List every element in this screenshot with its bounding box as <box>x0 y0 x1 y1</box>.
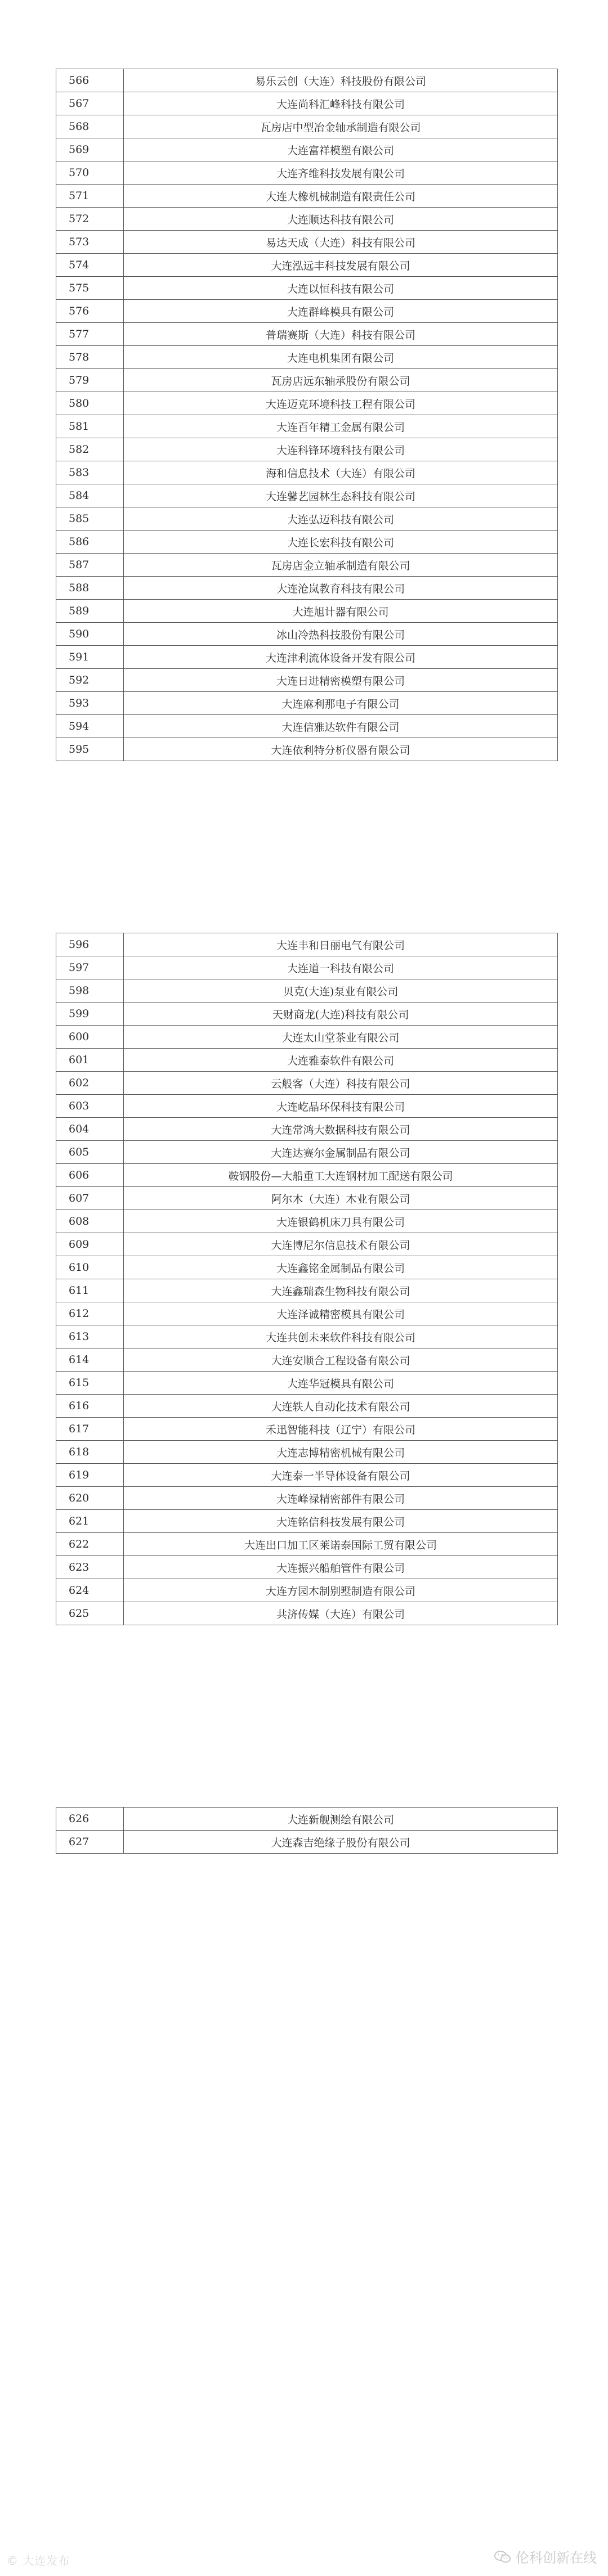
table-row <box>56 1441 558 1464</box>
table-row <box>56 554 558 577</box>
row-number: 602 <box>56 1072 124 1095</box>
row-number: 570 <box>56 161 124 185</box>
row-number: 625 <box>56 1602 124 1625</box>
table-row <box>56 1026 558 1049</box>
table-row <box>56 323 558 346</box>
company-name: 大连振兴船舶管件有限公司 <box>124 1556 558 1579</box>
row-number: 591 <box>56 646 124 669</box>
company-name: 大连森吉绝缘子股份有限公司 <box>124 1831 558 1854</box>
row-number: 619 <box>56 1464 124 1487</box>
row-number: 618 <box>56 1441 124 1464</box>
table-row <box>56 69 558 92</box>
row-number: 587 <box>56 554 124 577</box>
row-number: 617 <box>56 1418 124 1441</box>
company-name: 大连齐维科技发展有限公司 <box>124 161 558 185</box>
account-name: 伦科创新在线 <box>516 2550 597 2566</box>
row-number: 609 <box>56 1233 124 1256</box>
account-watermark <box>494 2547 597 2566</box>
company-name: 冰山冷热科技股份有限公司 <box>124 623 558 646</box>
table-row <box>56 1210 558 1233</box>
row-number: 614 <box>56 1348 124 1372</box>
table-row <box>56 161 558 185</box>
table-row <box>56 415 558 438</box>
table-row <box>56 1095 558 1118</box>
table-row <box>56 577 558 600</box>
row-number: 620 <box>56 1487 124 1510</box>
table-row <box>56 1510 558 1533</box>
company-name: 天财商龙(大连)科技有限公司 <box>124 1002 558 1026</box>
row-number: 581 <box>56 415 124 438</box>
company-name: 禾迅智能科技（辽宁）有限公司 <box>124 1418 558 1441</box>
company-name: 大连馨艺园林生态科技有限公司 <box>124 484 558 507</box>
company-name: 大连电机集团有限公司 <box>124 346 558 369</box>
table-row <box>56 1831 558 1854</box>
company-name: 大连雅泰软件有限公司 <box>124 1049 558 1072</box>
company-name: 贝克(大连)泵业有限公司 <box>124 979 558 1002</box>
company-name: 瓦房店远东轴承股份有限公司 <box>124 369 558 392</box>
company-name: 大连依利特分析仪器有限公司 <box>124 738 558 761</box>
company-name: 大连屹晶环保科技有限公司 <box>124 1095 558 1118</box>
table-row <box>56 1348 558 1372</box>
company-name: 大连津利流体设备开发有限公司 <box>124 646 558 669</box>
table-row <box>56 646 558 669</box>
row-number: 603 <box>56 1095 124 1118</box>
source-watermark: © 大连发布 <box>7 2554 70 2568</box>
row-number: 577 <box>56 323 124 346</box>
table-row <box>56 438 558 461</box>
company-name: 易达天成（大连）科技有限公司 <box>124 231 558 254</box>
row-number: 599 <box>56 1002 124 1026</box>
table-row <box>56 392 558 415</box>
row-number: 567 <box>56 92 124 115</box>
table-row <box>56 1602 558 1625</box>
row-number: 611 <box>56 1279 124 1302</box>
company-name: 大连峰禄精密部件有限公司 <box>124 1487 558 1510</box>
table-row <box>56 1233 558 1256</box>
row-number: 590 <box>56 623 124 646</box>
row-number: 597 <box>56 956 124 979</box>
table-row <box>56 461 558 484</box>
table-row <box>56 300 558 323</box>
row-number: 575 <box>56 277 124 300</box>
table-row <box>56 1464 558 1487</box>
table-row <box>56 484 558 507</box>
row-number: 568 <box>56 115 124 138</box>
company-name: 大连富祥模塑有限公司 <box>124 138 558 161</box>
company-name: 大连大橡机械制造有限责任公司 <box>124 185 558 208</box>
row-number: 594 <box>56 715 124 738</box>
company-name: 大连长宏科技有限公司 <box>124 531 558 554</box>
table-row <box>56 346 558 369</box>
table-row <box>56 1533 558 1556</box>
company-name: 大连群峰模具有限公司 <box>124 300 558 323</box>
row-number: 586 <box>56 531 124 554</box>
company-name: 大连沧岚教育科技有限公司 <box>124 577 558 600</box>
table-row <box>56 231 558 254</box>
row-number: 621 <box>56 1510 124 1533</box>
row-number: 592 <box>56 669 124 692</box>
company-name: 大连麻利那电子有限公司 <box>124 692 558 715</box>
table-row <box>56 692 558 715</box>
table-row <box>56 979 558 1002</box>
company-name: 阿尔木（大连）木业有限公司 <box>124 1187 558 1210</box>
row-number: 627 <box>56 1831 124 1854</box>
company-name: 大连常鸿大数据科技有限公司 <box>124 1118 558 1141</box>
row-number: 624 <box>56 1579 124 1602</box>
company-table-page-1 <box>56 69 558 761</box>
row-number: 600 <box>56 1026 124 1049</box>
table-row <box>56 1579 558 1602</box>
table-row <box>56 1118 558 1141</box>
company-name: 鞍钢股份—大船重工大连钢材加工配送有限公司 <box>124 1164 558 1187</box>
table-row <box>56 1072 558 1095</box>
company-table-page-3 <box>56 1807 558 1854</box>
row-number: 578 <box>56 346 124 369</box>
table-row <box>56 92 558 115</box>
company-name: 大连道一科技有限公司 <box>124 956 558 979</box>
table-row <box>56 623 558 646</box>
company-name: 瓦房店金立轴承制造有限公司 <box>124 554 558 577</box>
company-name: 大连出口加工区莱诺泰国际工贸有限公司 <box>124 1533 558 1556</box>
table-row <box>56 956 558 979</box>
table-row <box>56 600 558 623</box>
table-row <box>56 1395 558 1418</box>
table-row <box>56 531 558 554</box>
company-name: 大连日进精密模塑有限公司 <box>124 669 558 692</box>
row-number: 579 <box>56 369 124 392</box>
company-name: 大连志博精密机械有限公司 <box>124 1441 558 1464</box>
company-name: 大连百年精工金属有限公司 <box>124 415 558 438</box>
row-number: 613 <box>56 1325 124 1348</box>
company-name: 大连新舰测绘有限公司 <box>124 1808 558 1831</box>
table-row <box>56 185 558 208</box>
row-number: 596 <box>56 933 124 956</box>
table-row <box>56 1302 558 1325</box>
table-row <box>56 138 558 161</box>
table-row <box>56 715 558 738</box>
company-name: 大连鑫瑞森生物科技有限公司 <box>124 1279 558 1302</box>
company-name: 大连弘迈科技有限公司 <box>124 507 558 531</box>
company-name: 大连鑫铭金属制品有限公司 <box>124 1256 558 1279</box>
row-number: 598 <box>56 979 124 1002</box>
table-row <box>56 738 558 761</box>
row-number: 583 <box>56 461 124 484</box>
row-number: 574 <box>56 254 124 277</box>
table-row <box>56 1418 558 1441</box>
row-number: 607 <box>56 1187 124 1210</box>
company-name: 大连丰和日丽电气有限公司 <box>124 933 558 956</box>
table-row <box>56 1141 558 1164</box>
table-row <box>56 369 558 392</box>
table-row <box>56 1002 558 1026</box>
company-name: 大连以恒科技有限公司 <box>124 277 558 300</box>
row-number: 605 <box>56 1141 124 1164</box>
company-name: 大连科锋环境科技有限公司 <box>124 438 558 461</box>
row-number: 612 <box>56 1302 124 1325</box>
row-number: 601 <box>56 1049 124 1072</box>
company-name: 大连顺达科技有限公司 <box>124 208 558 231</box>
table-row <box>56 277 558 300</box>
table-row <box>56 669 558 692</box>
row-number: 576 <box>56 300 124 323</box>
row-number: 622 <box>56 1533 124 1556</box>
row-number: 572 <box>56 208 124 231</box>
company-name: 大连方园木制别墅制造有限公司 <box>124 1579 558 1602</box>
table-row <box>56 1325 558 1348</box>
company-name: 海和信息技术（大连）有限公司 <box>124 461 558 484</box>
table-row <box>56 1556 558 1579</box>
row-number: 595 <box>56 738 124 761</box>
table-row <box>56 208 558 231</box>
company-name: 大连旭计器有限公司 <box>124 600 558 623</box>
row-number: 588 <box>56 577 124 600</box>
row-number: 566 <box>56 69 124 92</box>
row-number: 608 <box>56 1210 124 1233</box>
table-row <box>56 1049 558 1072</box>
company-name: 大连尚科汇峰科技有限公司 <box>124 92 558 115</box>
table-row <box>56 1808 558 1831</box>
table-row <box>56 507 558 531</box>
company-name: 云般客（大连）科技有限公司 <box>124 1072 558 1095</box>
table-row <box>56 115 558 138</box>
row-number: 589 <box>56 600 124 623</box>
row-number: 580 <box>56 392 124 415</box>
table-row <box>56 1164 558 1187</box>
company-name: 共济传媒（大连）有限公司 <box>124 1602 558 1625</box>
row-number: 571 <box>56 185 124 208</box>
row-number: 584 <box>56 484 124 507</box>
table-row <box>56 1187 558 1210</box>
company-name: 大连轶人自动化技术有限公司 <box>124 1395 558 1418</box>
row-number: 606 <box>56 1164 124 1187</box>
company-name: 大连铭信科技发展有限公司 <box>124 1510 558 1533</box>
row-number: 582 <box>56 438 124 461</box>
company-name: 大连迈克环境科技工程有限公司 <box>124 392 558 415</box>
company-name: 普瑞赛斯（大连）科技有限公司 <box>124 323 558 346</box>
row-number: 623 <box>56 1556 124 1579</box>
row-number: 626 <box>56 1808 124 1831</box>
company-name: 大连博尼尔信息技术有限公司 <box>124 1233 558 1256</box>
row-number: 610 <box>56 1256 124 1279</box>
table-row <box>56 933 558 956</box>
table-row <box>56 1487 558 1510</box>
company-name: 大连华冠模具有限公司 <box>124 1372 558 1395</box>
row-number: 616 <box>56 1395 124 1418</box>
company-name: 大连安顺合工程设备有限公司 <box>124 1348 558 1372</box>
company-name: 大连银鹤机床刀具有限公司 <box>124 1210 558 1233</box>
company-table-page-2 <box>56 933 558 1625</box>
company-name: 易乐云创（大连）科技股份有限公司 <box>124 69 558 92</box>
table-row <box>56 1256 558 1279</box>
table-row <box>56 254 558 277</box>
row-number: 615 <box>56 1372 124 1395</box>
row-number: 604 <box>56 1118 124 1141</box>
table-row <box>56 1279 558 1302</box>
company-name: 大连共创未来软件科技有限公司 <box>124 1325 558 1348</box>
company-name: 大连信雅达软件有限公司 <box>124 715 558 738</box>
company-name: 大连泰一半导体设备有限公司 <box>124 1464 558 1487</box>
row-number: 573 <box>56 231 124 254</box>
wechat-icon <box>494 2550 511 2564</box>
company-name: 大连泓远丰科技发展有限公司 <box>124 254 558 277</box>
table-row <box>56 1372 558 1395</box>
company-name: 瓦房店中型冶金轴承制造有限公司 <box>124 115 558 138</box>
row-number: 593 <box>56 692 124 715</box>
row-number: 569 <box>56 138 124 161</box>
row-number: 585 <box>56 507 124 531</box>
company-name: 大连泽诚精密模具有限公司 <box>124 1302 558 1325</box>
company-name: 大连太山堂茶业有限公司 <box>124 1026 558 1049</box>
company-name: 大连达赛尔金属制品有限公司 <box>124 1141 558 1164</box>
